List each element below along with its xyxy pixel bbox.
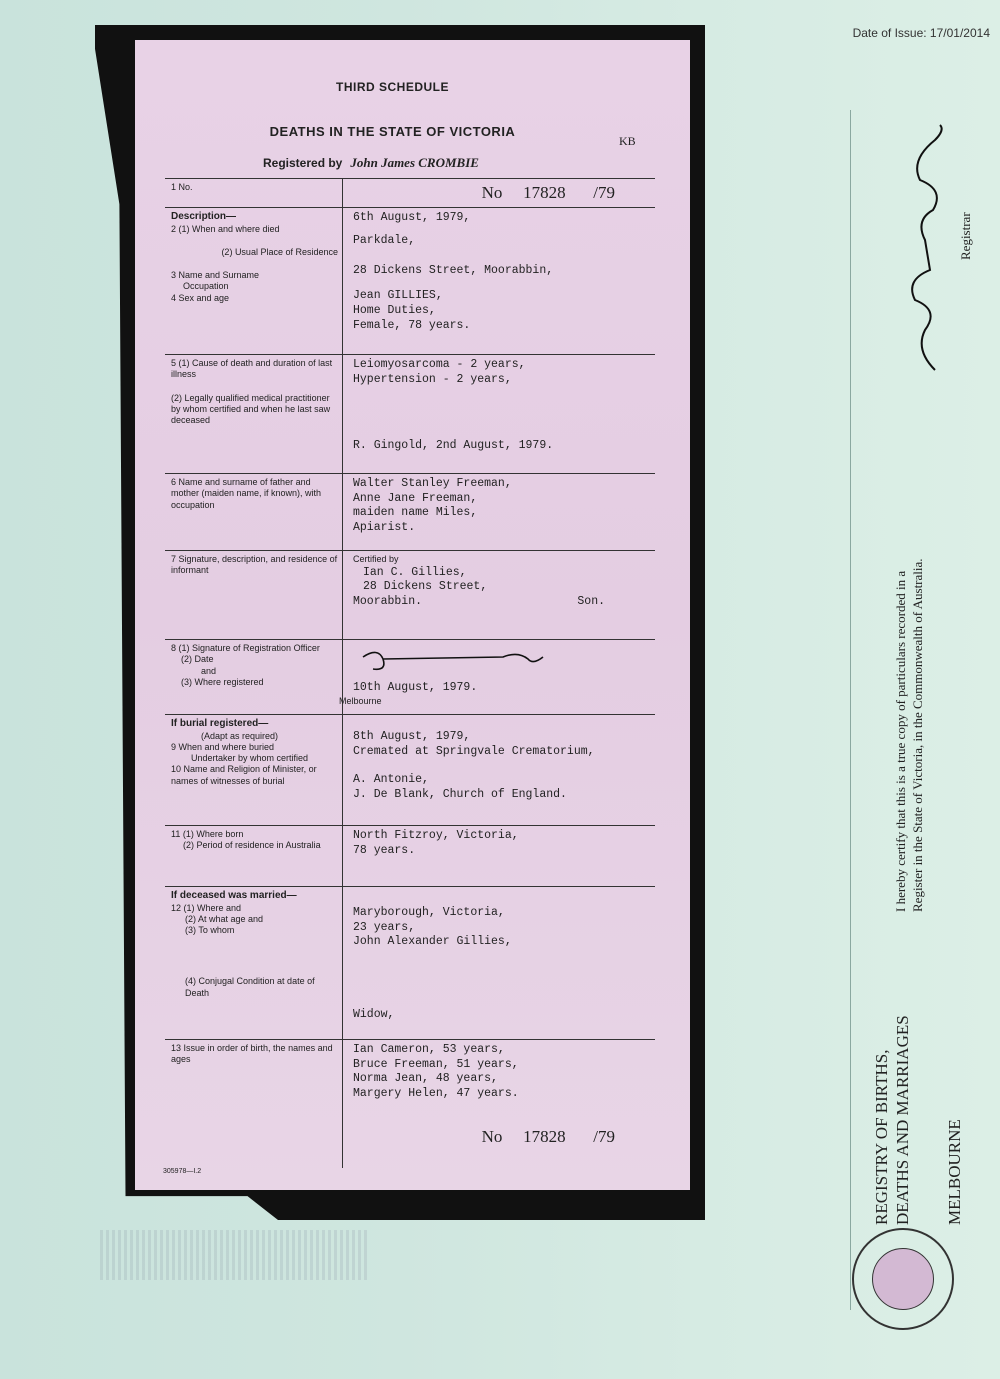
- cause-1: Leiomyosarcoma - 2 years,: [353, 358, 526, 371]
- row-burial: If burial registered— (Adapt as required) 9 When and where buried Undertaker by whom certified 10 Name and Religion of Minister, or names of witnesses of burial 8th August, 1979, Cremated at Springvale Crematorium, A. Antonie, J. De Blank, Church of England.: [165, 715, 655, 826]
- barcode-watermark: [100, 1230, 370, 1280]
- issue-3: Norma Jean, 48 years,: [353, 1072, 498, 1086]
- practitioner: R. Gingold, 2nd August, 1979.: [353, 439, 554, 453]
- deceased-sex-age: Female, 78 years.: [353, 318, 471, 332]
- row-issue: 13 Issue in order of birth, the names and ages Ian Cameron, 53 years, Bruce Freeman, 51 years, Norma Jean, 48 years, Margery Helen, 47 years. No 17828 /79: [165, 1040, 655, 1168]
- registry-seal: [852, 1228, 954, 1330]
- no-prefix: No: [481, 183, 503, 202]
- registered-by: Registered by John James CROMBIE: [263, 155, 479, 170]
- deceased-occupation: Home Duties,: [353, 303, 436, 317]
- informant-relation: Son.: [577, 594, 605, 608]
- marriage-place: Maryborough, Victoria,: [353, 906, 505, 919]
- registration-officer-signature: [353, 643, 645, 675]
- footer-registration-year: /79: [593, 1126, 615, 1146]
- issue-2: Bruce Freeman, 51 years,: [353, 1057, 519, 1071]
- registration-date: 10th August, 1979.: [353, 681, 478, 694]
- row-registration: 8 (1) Signature of Registration Officer (2) Date and (3) Where registered 10th August, 1979. Melbourne: [165, 640, 655, 715]
- deceased-name: Jean GILLIES,: [353, 289, 443, 303]
- place-of-death: Parkdale,: [353, 233, 416, 247]
- footer-registration-number: 17828: [523, 1126, 566, 1146]
- mother-name: Anne Jane Freeman,: [353, 491, 478, 505]
- row-description: Description— 2 (1) When and where died (2) Usual Place of Residence 3 Name and Surname Occupation 4 Sex and age 6th August, 1979, Parkdale, 28 Dickens Street, Moorabbin, Jean GILLIES, Home Duties, Female, 78 years.: [165, 208, 655, 355]
- schedule-title: THIRD SCHEDULE: [335, 80, 449, 94]
- cause-2: Hypertension - 2 years,: [353, 372, 512, 386]
- certify-line-2: Register in the State of Victoria, in the Commonwealth of Australia.: [910, 558, 925, 912]
- burial-place: Cremated at Springvale Crematorium,: [353, 744, 595, 758]
- informant-street: 28 Dickens Street,: [363, 580, 488, 594]
- date-of-death: 6th August, 1979,: [353, 211, 471, 224]
- spouse-name: John Alexander Gillies,: [353, 935, 512, 949]
- row-parents: 6 Name and surname of father and mother (maiden name, if known), with occupation Walter Stanley Freeman, Anne Jane Freeman, maiden name Miles, Apiarist.: [165, 474, 655, 551]
- registration-number: 17828: [523, 183, 566, 202]
- birthplace: North Fitzroy, Victoria,: [353, 829, 519, 842]
- undertaker: A. Antonie,: [353, 773, 429, 787]
- burial-date: 8th August, 1979,: [353, 730, 471, 743]
- mother-maiden-name: maiden name Miles,: [353, 506, 478, 520]
- usual-residence: 28 Dickens Street, Moorabbin,: [353, 264, 554, 278]
- row-birthplace: 11 (1) Where born (2) Period of residence in Australia North Fitzroy, Victoria, 78 years.: [165, 826, 655, 887]
- form-title: DEATHS IN THE STATE OF VICTORIA: [269, 124, 516, 139]
- row-number: 1 No. No 17828 /79: [165, 178, 655, 208]
- seal-crest-icon: [872, 1248, 934, 1310]
- registrar-label: Registrar: [958, 212, 973, 260]
- registry-city: MELBOURNE: [945, 1119, 964, 1225]
- registration-place: Melbourne: [339, 695, 382, 706]
- row-cause: 5 (1) Cause of death and duration of last illness (2) Legally qualified medical practitioner by whom certified and when he last saw deceased Leiomyosarcoma - 2 years, Hypertension - 2 years, R. Gingold, 2nd August, 1979.: [165, 355, 655, 474]
- kb-mark: KB: [619, 134, 636, 148]
- row-marriage: If deceased was married— 12 (1) Where and (2) At what age and (3) To whom (4) Conjugal Condition at date of Death Maryborough, Victoria, 23 years, John Alexander Gillies, Widow,: [165, 887, 655, 1040]
- minister: J. De Blank, Church of England.: [353, 788, 567, 802]
- parent-occupation: Apiarist.: [353, 521, 416, 535]
- footer-no-prefix: No: [481, 1126, 503, 1146]
- registration-form: [165, 178, 655, 1168]
- issue-1: Ian Cameron, 53 years,: [353, 1043, 505, 1056]
- certificate-divider: [850, 110, 851, 1310]
- issue-4: Margery Helen, 47 years.: [353, 1087, 519, 1101]
- registration-year: /79: [593, 183, 615, 202]
- death-certificate-sheet: [135, 40, 690, 1190]
- registry-name-line-2: DEATHS AND MARRIAGES: [893, 1015, 912, 1225]
- conjugal-condition: Widow,: [353, 1008, 395, 1022]
- row-informant: 7 Signature, description, and residence of informant Certified by Ian C. Gillies, 28 Dickens Street, Moorabbin. Son.: [165, 551, 655, 640]
- form-code: 305978—I.2: [163, 1168, 202, 1175]
- registry-name-line-1: REGISTRY OF BIRTHS,: [872, 1049, 891, 1225]
- registrar-signature: [895, 120, 955, 380]
- father-name: Walter Stanley Freeman,: [353, 477, 512, 490]
- certify-line-1: I hereby certify that this is a true copy of particulars recorded in a: [893, 570, 908, 912]
- informant-name: Ian C. Gillies,: [363, 565, 467, 579]
- residence-period: 78 years.: [353, 843, 416, 857]
- informant-suburb: Moorabbin.: [353, 594, 423, 608]
- date-of-issue: Date of Issue: 17/01/2014: [852, 26, 990, 40]
- marriage-age: 23 years,: [353, 920, 416, 934]
